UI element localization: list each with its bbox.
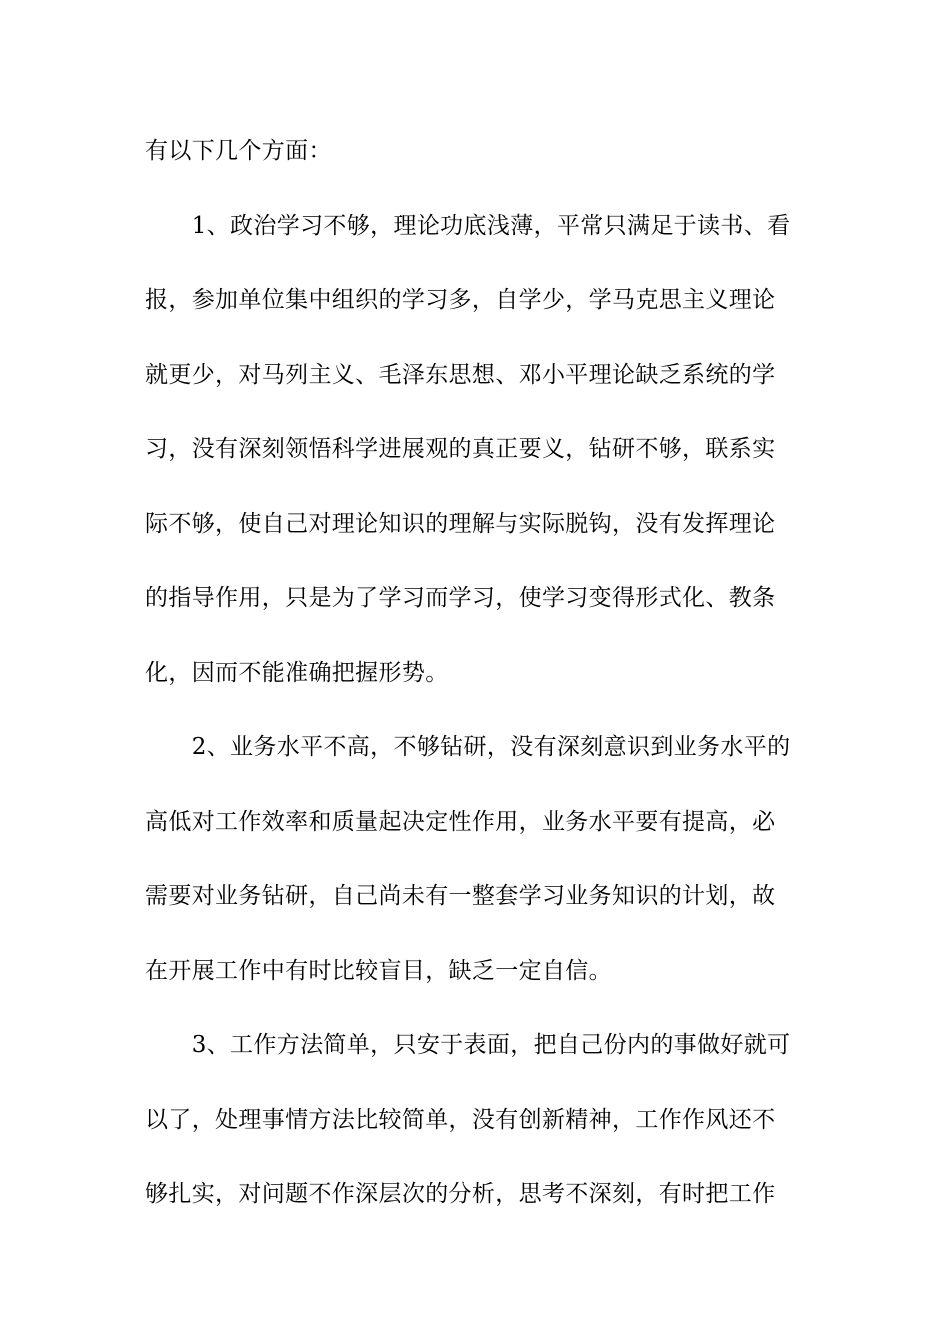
text-line: 的指导作用，只是为了学习而学习，使学习变得形式化、教条: [145, 585, 776, 611]
text-line: 有以下几个方面：: [145, 138, 332, 164]
text-line: 在开展工作中有时比较盲目，缺乏一定自信。: [145, 957, 612, 984]
text-line: 够扎实，对问题不作深层次的分析，思考不深刻，有时把工作: [145, 1181, 776, 1207]
text-line: 2、业务水平不高，不够钻研，没有深刻意识到业务水平的: [145, 734, 791, 760]
text-line: 际不够，使自己对理论知识的理解与实际脱钩，没有发挥理论: [145, 510, 776, 537]
text-line: 习，没有深刻领悟科学进展观的真正要义，钻研不够，联系实: [145, 436, 776, 462]
text-line: 高低对工作效率和质量起决定性作用，业务水平要有提高，必: [145, 808, 776, 835]
text-line: 以了，处理事情方法比较简单，没有创新精神，工作作风还不: [145, 1106, 776, 1133]
body-text: [145, 126, 810, 1244]
text-line: 报，参加单位集中组织的学习多，自学少，学马克思主义理论: [145, 287, 776, 313]
text-line: 就更少，对马列主义、毛泽东思想、邓小平理论缺乏系统的学: [145, 361, 776, 388]
text-line: 需要对业务钻研，自己尚未有一整套学习业务知识的计划，故: [145, 883, 776, 909]
text-line: 化，因而不能准确把握形势。: [145, 659, 449, 686]
text-line: 3、工作方法简单，只安于表面，把自己份内的事做好就可: [145, 1032, 791, 1058]
text-line: 1、政治学习不够，理论功底浅薄，平常只满足于读书、看: [145, 212, 791, 239]
